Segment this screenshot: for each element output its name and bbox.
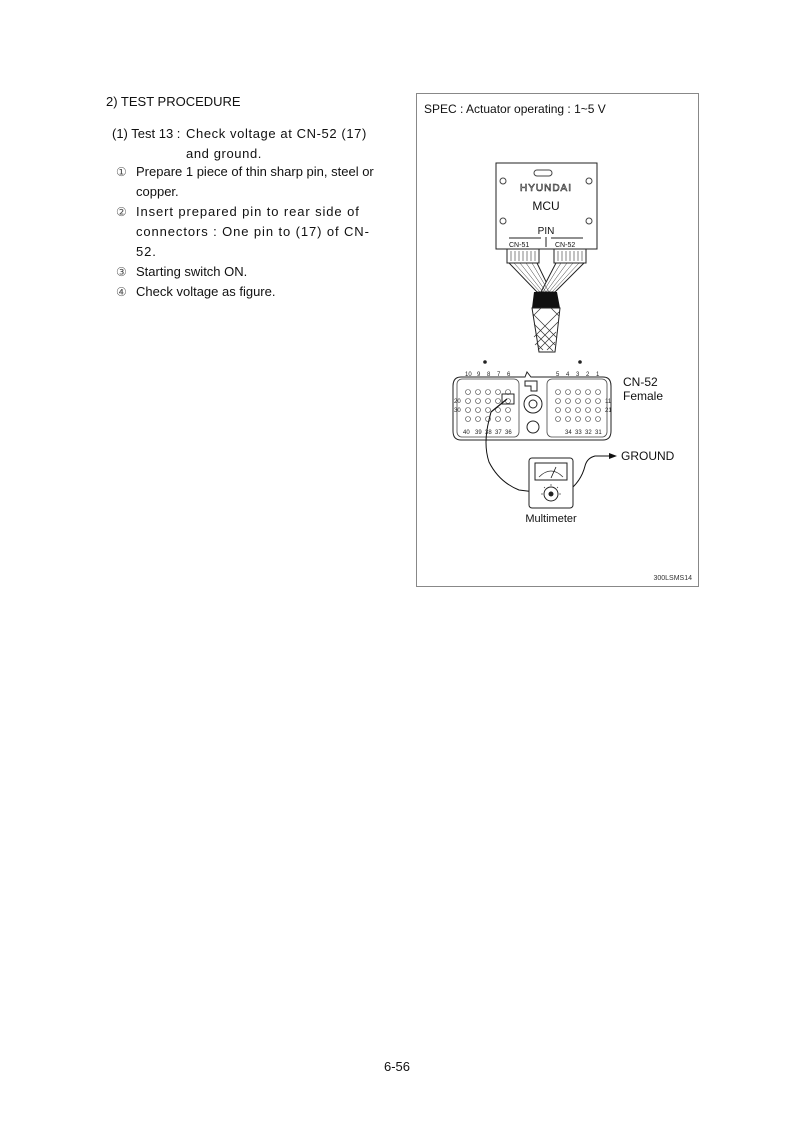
pin-num: 4 [566, 372, 570, 378]
figure-code: 300LSMS14 [653, 575, 692, 582]
procedure-steps [116, 162, 382, 302]
pin-num: 6 [507, 372, 511, 378]
multimeter-label: Multimeter [525, 513, 577, 525]
pin-num: 34 [565, 430, 572, 436]
step-number: ④ [116, 285, 127, 299]
pin-num: 37 [495, 430, 502, 436]
mcu-label: MCU [532, 199, 560, 213]
pin-num: 9 [477, 372, 481, 378]
cn52-connector [453, 360, 613, 440]
pin-num: 7 [497, 372, 501, 378]
spec-label: SPEC : Actuator operating : 1~5 V [424, 102, 606, 116]
pin-num: 10 [465, 372, 472, 378]
pin-num: 21 [605, 408, 612, 414]
pin-num: 1 [596, 372, 600, 378]
step-number: ③ [116, 265, 127, 279]
pin-num: 39 [475, 430, 482, 436]
pin-num: 40 [463, 430, 470, 436]
step-text: Insert prepared pin to rear side of connectors : One pin to (17) of CN-52. [136, 204, 370, 259]
mcu-unit [496, 163, 597, 249]
test-description: Check voltage at CN-52 (17) and ground. [186, 126, 367, 161]
page-number: 6-56 [383, 1059, 411, 1074]
step-text: Starting switch ON. [136, 264, 248, 279]
step-1 [116, 162, 382, 202]
pin-num: 11 [605, 399, 612, 405]
step-text: Prepare 1 piece of thin sharp pin, steel or copper. [136, 164, 374, 199]
pin-num: 31 [595, 430, 602, 436]
step-text: Check voltage as figure. [136, 284, 276, 299]
step-3 [116, 262, 382, 282]
pin-num: 33 [575, 430, 582, 436]
pin-num: 38 [485, 430, 492, 436]
step-2 [116, 202, 382, 262]
ground-label: GROUND [621, 449, 675, 463]
wiring-diagram [417, 94, 698, 586]
pin-num: 30 [454, 408, 461, 414]
mcu-brand: HYUNDAI [519, 183, 573, 194]
cn52-label: CN-52 [555, 242, 576, 249]
pin-label: PIN [537, 226, 555, 237]
pin-num: 2 [586, 372, 590, 378]
pin-num: 36 [505, 430, 512, 436]
step-number: ① [116, 165, 127, 179]
pin-num: 3 [576, 372, 580, 378]
step-4 [116, 282, 382, 302]
pin-num: 5 [556, 372, 560, 378]
section-title: 2) TEST PROCEDURE [106, 94, 241, 109]
connector-type: Female [623, 389, 664, 403]
wire-harness [507, 249, 586, 352]
cn51-label: CN-51 [509, 242, 530, 249]
test-label: (1) Test 13 : [112, 126, 181, 141]
step-number: ② [116, 205, 128, 219]
multimeter-icon [529, 458, 573, 508]
figure-box [416, 93, 699, 587]
connector-name: CN-52 [623, 375, 658, 389]
pin-num: 8 [487, 372, 491, 378]
pin-num: 32 [585, 430, 592, 436]
pin-num: 20 [454, 399, 461, 405]
